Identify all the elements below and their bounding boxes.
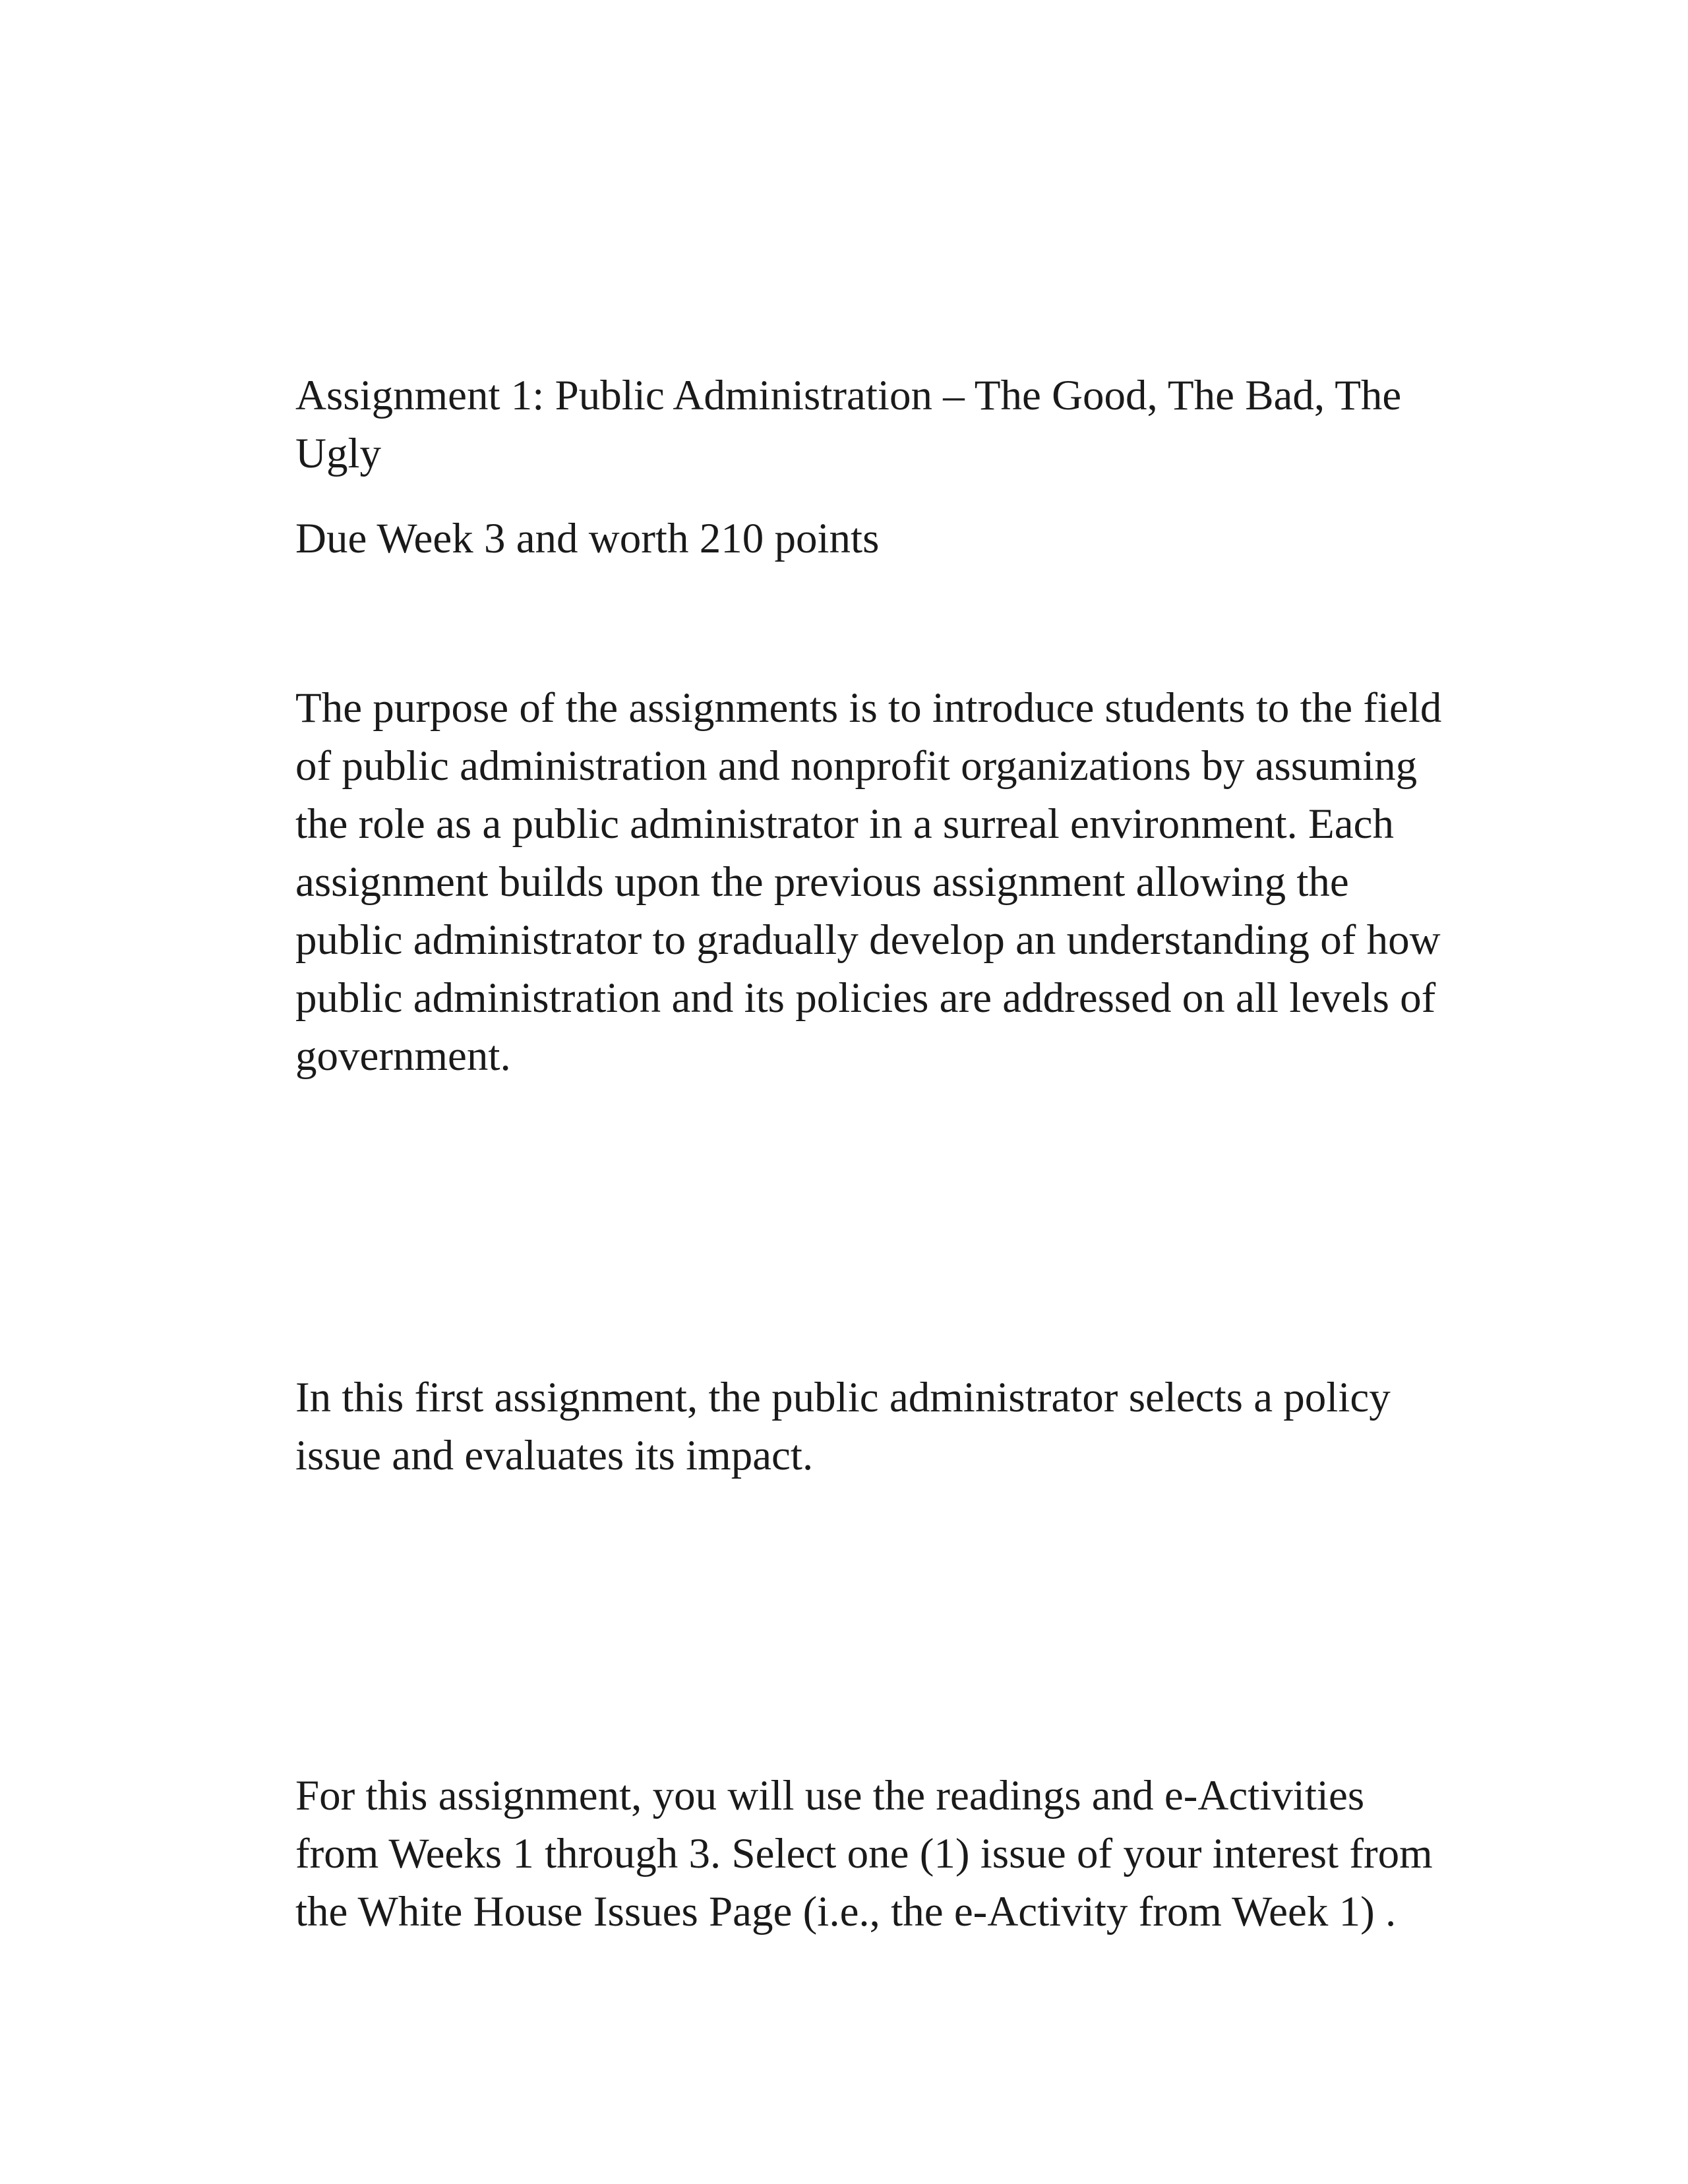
first-assignment-paragraph <box>295 1369 1482 1485</box>
assignment-title <box>295 367 1482 483</box>
paragraph-line: the White House Issues Page (i.e., the e-Activity from Week 1) . <box>295 1888 1397 1935</box>
title-line: Ugly <box>295 430 381 477</box>
paragraph-line: public administration and its policies are addressed on all levels of <box>295 974 1436 1022</box>
instructions-paragraph <box>295 1767 1482 1941</box>
due-text: Due Week 3 and worth 210 points <box>295 515 880 562</box>
paragraph-line: of public administration and nonprofit organizations by assuming <box>295 742 1418 790</box>
title-line: Assignment 1: Public Administration – The Good, The Bad, The <box>295 372 1402 419</box>
paragraph-line: from Weeks 1 through 3. Select one (1) issue of your interest from <box>295 1830 1433 1877</box>
paragraph-line: the role as a public administrator in a surreal environment. Each <box>295 800 1394 848</box>
paragraph-line: government. <box>295 1032 511 1080</box>
paragraph-line: The purpose of the assignments is to introduce students to the field <box>295 684 1442 732</box>
paragraph-line: issue and evaluates its impact. <box>295 1432 814 1479</box>
paragraph-line: For this assignment, you will use the readings and e-Activities <box>295 1772 1365 1819</box>
paragraph-line: In this first assignment, the public administrator selects a policy <box>295 1374 1391 1421</box>
purpose-paragraph <box>295 679 1482 1085</box>
paragraph-line: assignment builds upon the previous assignment allowing the <box>295 858 1349 906</box>
due-line <box>295 510 1482 568</box>
paragraph-line: public administrator to gradually develop an understanding of how <box>295 916 1441 964</box>
